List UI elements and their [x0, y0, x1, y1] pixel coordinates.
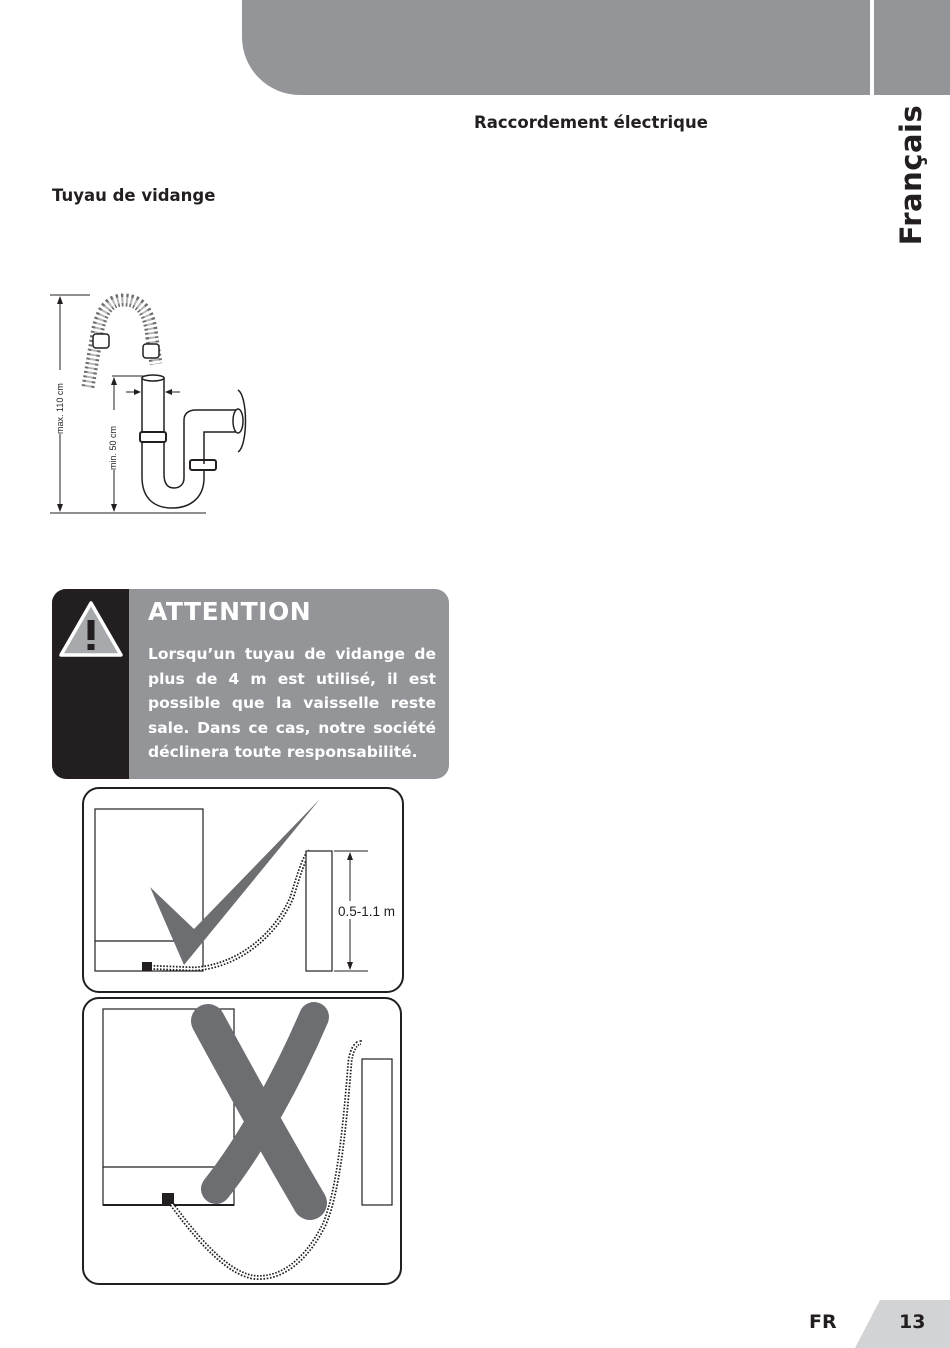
attention-title: ATTENTION: [148, 597, 312, 626]
attention-text: Lorsqu’un tuyau de vidange de plus de 4 m est utilisé, il est possible que la vaisselle reste sale. Dans ce cas, notre société déclinera toute responsabilité.: [148, 645, 436, 761]
drain-hose-heading: Tuyau de vidange: [52, 186, 216, 205]
siphon-drain-illustration: [48, 292, 248, 517]
min-height-label: min. 50 cm: [108, 425, 118, 470]
attention-sidebar: [52, 589, 129, 779]
electrical-connection-heading: Raccordement électrique: [474, 113, 708, 132]
wrong-installation-panel: [82, 997, 402, 1285]
warning-triangle-icon: [58, 600, 124, 660]
max-height-label: max. 110 cm: [55, 383, 65, 434]
height-range-label: 0.5-1.1 m: [338, 904, 396, 919]
language-tab: [874, 0, 950, 95]
attention-box: [52, 589, 449, 779]
header-bar: [242, 0, 870, 95]
page-number: 13: [899, 1311, 926, 1333]
correct-installation-panel: [82, 787, 404, 993]
language-tab-label: Français: [894, 104, 928, 246]
footer-language: FR: [809, 1311, 837, 1333]
